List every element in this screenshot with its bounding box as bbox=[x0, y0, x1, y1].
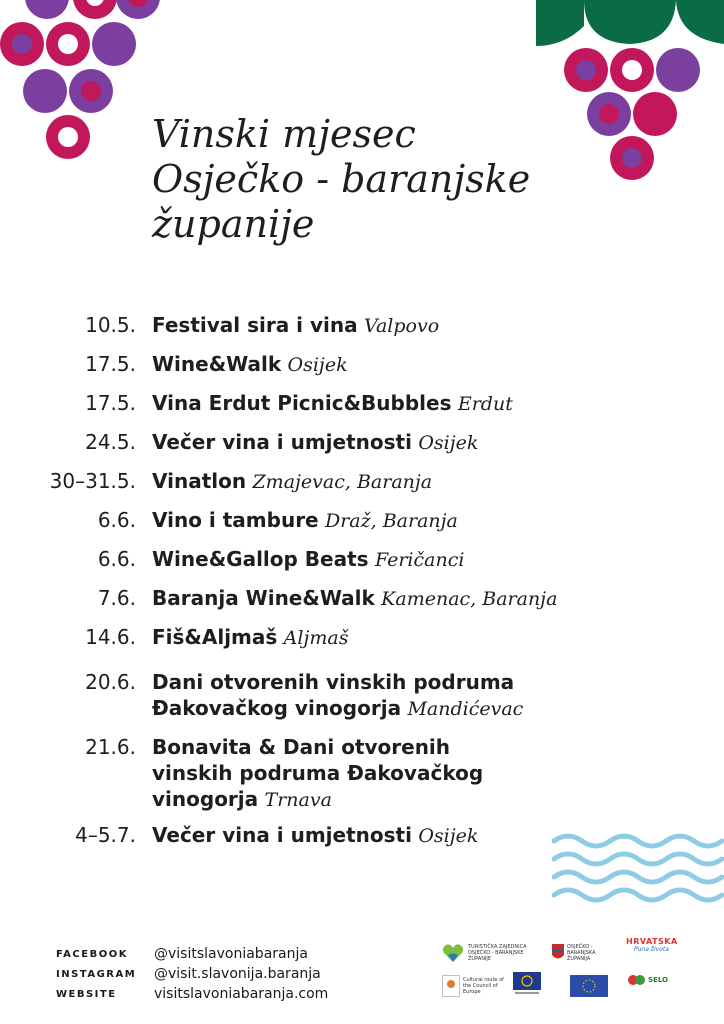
cultural-route-text: Cultural route of the Council of Europe bbox=[463, 977, 504, 995]
event-place: Aljmaš bbox=[283, 627, 349, 649]
facebook-link[interactable]: @visitslavoniabaranja bbox=[154, 946, 308, 962]
event-name: Vino i tambure bbox=[152, 508, 319, 532]
event-place: Osijek bbox=[418, 825, 479, 847]
tz-logo bbox=[442, 942, 532, 964]
event-name: Bonavita & Dani otvorenih vinskih podruma Đakovačkog vinogorja bbox=[152, 735, 484, 811]
event-place: Kamenac, Baranja bbox=[381, 588, 558, 610]
eu-flag-logo-icon bbox=[570, 975, 608, 997]
event-date: 17.5. bbox=[85, 352, 136, 376]
title-line-1: Vinski mjesec bbox=[152, 112, 416, 156]
event-name: Baranja Wine&Walk bbox=[152, 586, 375, 610]
event-place: Draž, Baranja bbox=[324, 510, 458, 532]
event-date: 30–31.5. bbox=[49, 469, 136, 493]
event-date: 24.5. bbox=[85, 430, 136, 454]
event-place: Osijek bbox=[418, 432, 479, 454]
heart-logo-icon bbox=[442, 943, 464, 963]
event-name: Festival sira i vina bbox=[152, 313, 358, 337]
county-logo-text: OSJEČKO - BARANJSKA ŽUPANIJA bbox=[567, 944, 596, 962]
event-name: Fiš&Aljmaš bbox=[152, 625, 278, 649]
event-name: Vinatlon bbox=[152, 469, 247, 493]
event-date: 20.6. bbox=[85, 670, 136, 694]
hrvatska-logo bbox=[626, 937, 676, 969]
tz-logo-text: TURISTIČKA ZAJEDNICA OSJEČKO - BARANJSKE ŽUPANIJE bbox=[468, 944, 527, 962]
event-date: 4–5.7. bbox=[75, 823, 136, 847]
event-name: Dani otvorenih vinskih podruma Đakovačkog vinogorja bbox=[152, 670, 515, 720]
grape-cluster-top-left-icon bbox=[0, 0, 170, 165]
event-date: 7.6. bbox=[97, 586, 136, 610]
event-place: Osijek bbox=[287, 354, 348, 376]
event-name: Wine&Walk bbox=[152, 352, 282, 376]
event-date: 17.5. bbox=[85, 391, 136, 415]
event-place: Feričanci bbox=[374, 549, 465, 571]
event-name: Večer vina i umjetnosti bbox=[152, 430, 412, 454]
county-logo bbox=[552, 942, 607, 964]
event-date: 10.5. bbox=[85, 313, 136, 337]
event-date: 21.6. bbox=[85, 735, 136, 759]
event-place: Valpovo bbox=[363, 315, 440, 337]
event-place: Zmajevac, Baranja bbox=[252, 471, 433, 493]
event-date: 14.6. bbox=[85, 625, 136, 649]
title-line-2: Osječko - baranjske bbox=[152, 157, 531, 201]
event-name: Večer vina i umjetnosti bbox=[152, 823, 412, 847]
instagram-row bbox=[56, 964, 328, 984]
facebook-label: FACEBOOK bbox=[56, 948, 128, 960]
event-date: 6.6. bbox=[97, 508, 136, 532]
instagram-label: INSTAGRAM bbox=[56, 968, 137, 980]
event-place: Mandićevac bbox=[407, 698, 524, 720]
hrvatska-logo-text: HRVATSKA bbox=[626, 937, 678, 946]
county-crest-icon bbox=[552, 944, 564, 962]
sun-logo-icon bbox=[442, 975, 460, 997]
website-link[interactable]: visitslavoniabaranja.com bbox=[154, 986, 329, 1002]
social-links bbox=[56, 944, 328, 1004]
event-name: Wine&Gallop Beats bbox=[152, 547, 369, 571]
water-waves-icon bbox=[552, 833, 724, 903]
website-row bbox=[56, 984, 328, 1004]
facebook-row bbox=[56, 944, 328, 964]
cultural-route-logo bbox=[442, 973, 514, 999]
event-place: Trnava bbox=[264, 789, 332, 811]
title-line-3: županije bbox=[152, 202, 315, 246]
selo-logo-text: SELO bbox=[648, 976, 668, 984]
page-title bbox=[152, 112, 582, 247]
event-date: 6.6. bbox=[97, 547, 136, 571]
event-place: Erdut bbox=[457, 393, 513, 415]
village-logo-icon bbox=[628, 973, 646, 987]
website-label: WEBSITE bbox=[56, 988, 117, 1000]
instagram-link[interactable]: @visit.slavonija.baranja bbox=[154, 966, 321, 982]
event-name: Vina Erdut Picnic&Bubbles bbox=[152, 391, 452, 415]
council-of-europe-logo-icon bbox=[513, 972, 541, 998]
selo-logo bbox=[628, 972, 676, 1000]
hrvatska-logo-sub: Puna života bbox=[634, 946, 669, 953]
